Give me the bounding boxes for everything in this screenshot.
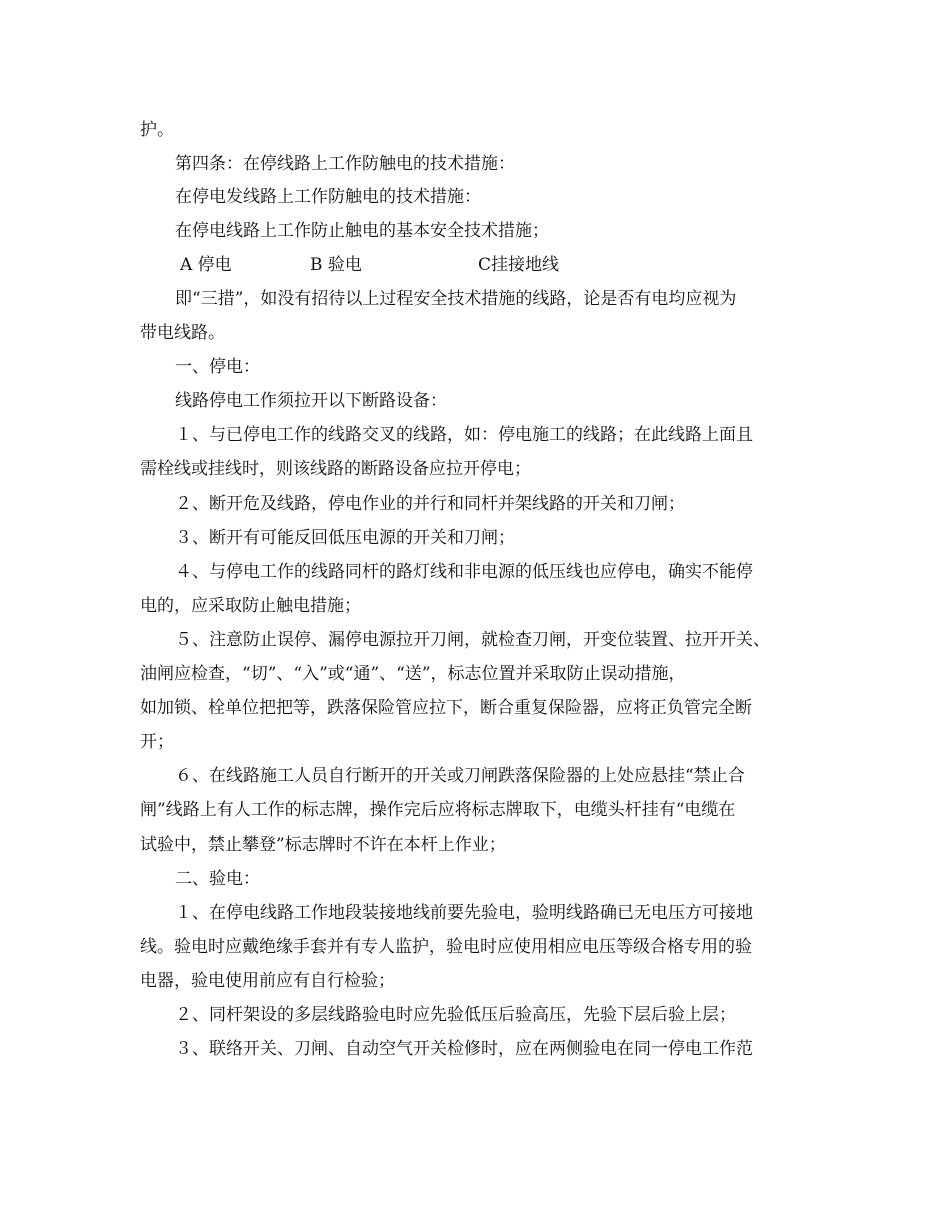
text-line: 电器，验电使用前应有自行检验；	[140, 971, 395, 991]
text-line: 在停电发线路上工作防触电的技术措施：	[175, 187, 481, 207]
text-line: 如加锁、栓单位把把等，跌落保险管应拉下，断合重复保险器，应将正负管完全断	[140, 698, 752, 718]
text-line: 需栓线或挂线时，则该线路的断路设备应拉开停电；	[140, 459, 531, 479]
list-item: ３、联络开关、刀闸、自动空气开关检修时，应在两侧验电在同一停电工作范	[175, 1039, 753, 1059]
text-line: 开；	[140, 732, 174, 752]
text-line: 试验中，禁止攀登”标志牌时不许在本杆上作业；	[140, 835, 506, 855]
article-heading: 第四条：在停线路上工作防触电的技术措施：	[175, 154, 515, 174]
list-item: ５、注意防止误停、漏停电源拉开刀闸，就检查刀闸，开变位装置、拉开开关、	[175, 630, 770, 650]
text-line: 线。验电时应戴绝缘手套并有专人监护，验电时应使用相应电压等级合格专用的验	[140, 937, 752, 957]
list-item: １、与已停电工作的线路交叉的线路，如：停电施工的线路；在此线路上面且	[175, 425, 753, 445]
list-item: １、在停电线路工作地段装接地线前要先验电，验明线路确已无电压方可接地	[175, 903, 753, 923]
option-b: B 验电	[310, 255, 362, 275]
text-line: 电的，应采取防止触电措施；	[140, 596, 361, 616]
text-line: 即“三措”，如没有招待以上过程安全技术措施的线路，论是否有电均应视为	[175, 289, 737, 309]
list-item: ３、断开有可能反回低压电源的开关和刀闸；	[175, 528, 515, 548]
text-line: 线路停电工作须拉开以下断路设备：	[175, 391, 447, 411]
section-heading: 二、验电：	[175, 869, 260, 889]
text-line: 油闸应检查，“切”、“入”或“通”、“送”，标志位置并采取防止误动措施，	[140, 664, 686, 684]
list-item: ６、在线路施工人员自行断开的开关或刀闸跌落保险器的上处应悬挂“禁止合	[175, 766, 745, 786]
section-heading: 一、停电：	[175, 357, 260, 377]
option-c: C挂接地线	[478, 255, 560, 275]
text-line: 在停电线路上工作防止触电的基本安全技术措施；	[175, 221, 549, 241]
option-a: A 停电	[180, 255, 232, 275]
list-item: ２、断开危及线路，停电作业的并行和同杆并架线路的开关和刀闸；	[175, 494, 685, 514]
text-line: 带电线路。	[140, 323, 225, 343]
list-item: ４、与停电工作的线路同杆的路灯线和非电源的低压线也应停电，确实不能停	[175, 562, 753, 582]
list-item: ２、同杆架设的多层线路验电时应先验低压后验高压，先验下层后验上层；	[175, 1005, 736, 1025]
text-line: 护。	[140, 120, 174, 140]
text-line: 闸”线路上有人工作的标志牌，操作完后应将标志牌取下，电缆头杆挂有“电缆在	[140, 800, 736, 820]
